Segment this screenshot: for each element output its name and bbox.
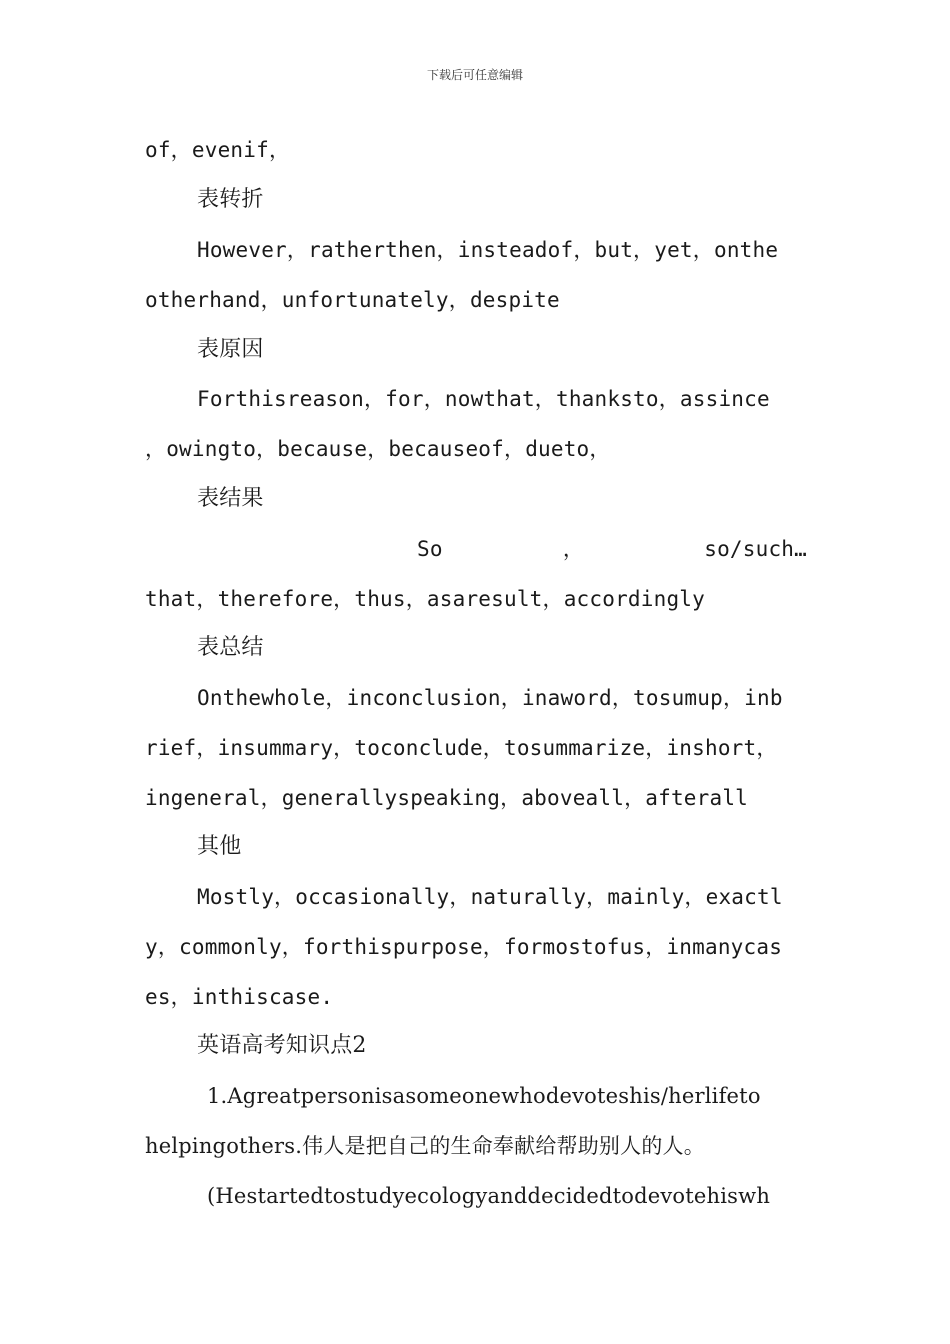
- so-such-word: so/such…: [704, 537, 807, 561]
- so-comma: ，: [562, 537, 585, 561]
- text-line: helpingothers.伟人是把自己的生命奉献给帮助别人的人。: [145, 1134, 705, 1158]
- text-line: However，ratherthen，insteadof，but，yet，onthe: [197, 238, 779, 262]
- text-line: Onthewhole，inconclusion，inaword，tosumup，inb: [197, 686, 783, 710]
- text-line: of，evenif，: [145, 138, 291, 162]
- text-line: ，owingto，because，becauseof，dueto，: [145, 437, 611, 461]
- text-line: rief，insummary，toconclude，tosummarize，inshort，: [145, 736, 778, 760]
- section-heading: 表转折: [197, 187, 264, 212]
- text-line: that，therefore，thus，asaresult，accordingly: [145, 587, 705, 611]
- section-heading: 表结果: [197, 486, 264, 511]
- text-line: ingeneral，generallyspeaking，aboveall，afterall: [145, 786, 749, 810]
- text-line: Forthisreason，for，nowthat，thanksto，assince: [197, 387, 770, 411]
- text-line: es，inthiscase.: [145, 985, 334, 1009]
- section-heading: 英语高考知识点2: [197, 1033, 367, 1058]
- text-line: (Hestartedtostudyecologyanddecidedtodevotehiswh: [207, 1184, 771, 1208]
- text-line: otherhand，unfortunately，despite: [145, 288, 560, 312]
- text-line: Mostly，occasionally，naturally，mainly，exactl: [197, 885, 783, 909]
- text-line-so: [145, 534, 807, 564]
- section-heading: 其他: [197, 834, 242, 859]
- section-heading: 表总结: [197, 635, 264, 660]
- so-word: So: [417, 537, 443, 561]
- text-line: 1.Agreatpersonisasomeonewhodevoteshis/herlifeto: [207, 1084, 761, 1108]
- page-header: 下载后可任意编辑: [426, 68, 523, 82]
- section-heading: 表原因: [197, 337, 264, 362]
- text-line: y，commonly，forthispurpose，formostofus，inmanycas: [145, 935, 783, 959]
